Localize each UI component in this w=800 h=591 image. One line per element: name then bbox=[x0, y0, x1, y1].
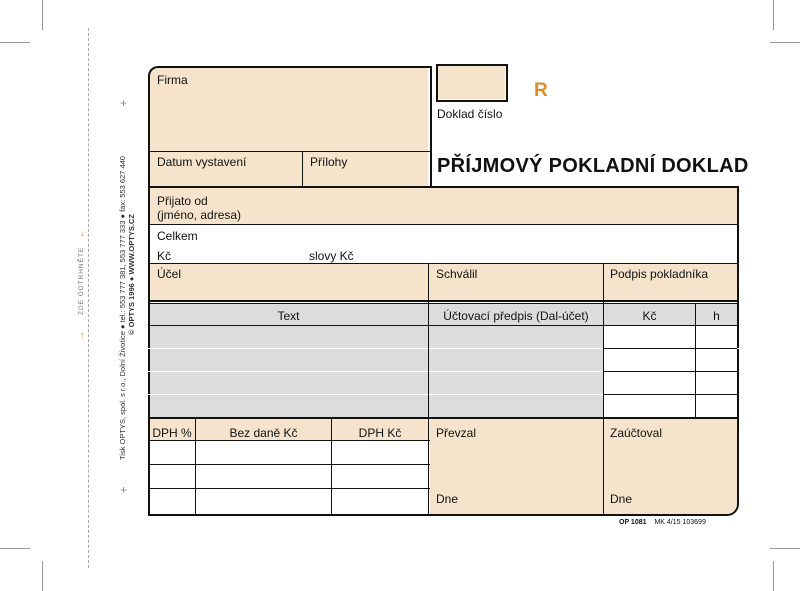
line bbox=[148, 300, 739, 302]
table-header-hal: h bbox=[713, 309, 720, 323]
crop-mark bbox=[773, 561, 774, 591]
table-header-text: Text bbox=[277, 309, 300, 323]
frame-right bbox=[737, 186, 739, 502]
line bbox=[148, 488, 430, 489]
total-row[interactable] bbox=[149, 225, 737, 264]
perforation-line bbox=[88, 28, 89, 568]
vat-amount-header: DPH Kč bbox=[358, 426, 402, 440]
row-divider bbox=[604, 394, 737, 395]
arrow-icon: ↓ bbox=[80, 228, 85, 238]
line bbox=[148, 325, 739, 326]
table-header-czk: Kč bbox=[642, 309, 657, 323]
attachments-label: Přílohy bbox=[310, 155, 348, 169]
company-label: Firma bbox=[157, 73, 188, 87]
frame-top-left bbox=[148, 66, 432, 188]
cashier-signature-label: Podpis pokladníka bbox=[610, 267, 709, 281]
form-code-main: OP 1081 bbox=[619, 519, 647, 526]
line bbox=[148, 417, 739, 419]
line bbox=[148, 464, 430, 465]
issue-date-label: Datum vystavení bbox=[157, 155, 247, 169]
table-header-accounting: Účtovací předpis (Dal-účet) bbox=[443, 309, 589, 323]
line bbox=[603, 264, 604, 514]
registration-mark: + bbox=[120, 96, 128, 110]
received-from-label: Přijato od (jméno, adresa) bbox=[157, 194, 242, 222]
row-divider bbox=[148, 371, 604, 372]
purpose-label: Účel bbox=[157, 267, 182, 281]
crop-mark bbox=[0, 548, 30, 549]
line bbox=[148, 151, 430, 152]
printer-info: Tisk OPTYS, spol. s r.o., Dolní Životice ● tel.: 553 777 381, 553 777 333 ● fax: 553 627 440 bbox=[118, 156, 127, 460]
number-series-letter: R bbox=[534, 80, 548, 101]
line bbox=[302, 152, 303, 187]
amount-words-label: slovy Kč bbox=[309, 249, 354, 263]
line bbox=[148, 186, 739, 188]
received-date-label: Dne bbox=[436, 492, 459, 506]
amount-czk-label: Kč bbox=[157, 249, 172, 263]
booked-by-label: Zaúčtoval bbox=[610, 426, 663, 440]
crop-mark bbox=[770, 42, 800, 43]
approved-by-label: Schválil bbox=[436, 267, 478, 281]
row-divider bbox=[148, 394, 604, 395]
printer-web: © OPTYS 1996 ● WWW.OPTYS.CZ bbox=[127, 214, 136, 335]
line bbox=[148, 224, 739, 225]
row-divider bbox=[604, 348, 737, 349]
vat-base-header: Bez daně Kč bbox=[229, 426, 298, 440]
total-label: Celkem bbox=[157, 229, 198, 243]
form-code bbox=[619, 519, 706, 526]
crop-mark bbox=[42, 0, 43, 30]
crop-mark bbox=[42, 561, 43, 591]
amount-cells bbox=[604, 326, 737, 418]
line bbox=[148, 440, 430, 441]
number-box-border bbox=[436, 64, 508, 102]
crop-mark bbox=[0, 42, 30, 43]
line bbox=[148, 303, 739, 304]
line bbox=[428, 264, 429, 514]
crop-mark bbox=[770, 548, 800, 549]
row-divider bbox=[604, 371, 737, 372]
form-code-rest: MK 4/15 103699 bbox=[654, 519, 706, 526]
document-title: PŘÍJMOVÝ POKLADNÍ DOKLAD bbox=[437, 155, 749, 177]
registration-mark: + bbox=[120, 483, 128, 497]
crop-mark bbox=[773, 0, 774, 30]
table-body-grey bbox=[149, 326, 604, 418]
line bbox=[148, 263, 739, 264]
arrow-icon: ↑ bbox=[80, 330, 85, 340]
cut-here-label: ZDE ODTRHNĚTE bbox=[78, 246, 85, 315]
vat-rate-header: DPH % bbox=[152, 426, 192, 440]
booked-date-label: Dne bbox=[610, 492, 633, 506]
document-number-label: Doklad číslo bbox=[437, 107, 503, 121]
received-by-label: Převzal bbox=[436, 426, 477, 440]
